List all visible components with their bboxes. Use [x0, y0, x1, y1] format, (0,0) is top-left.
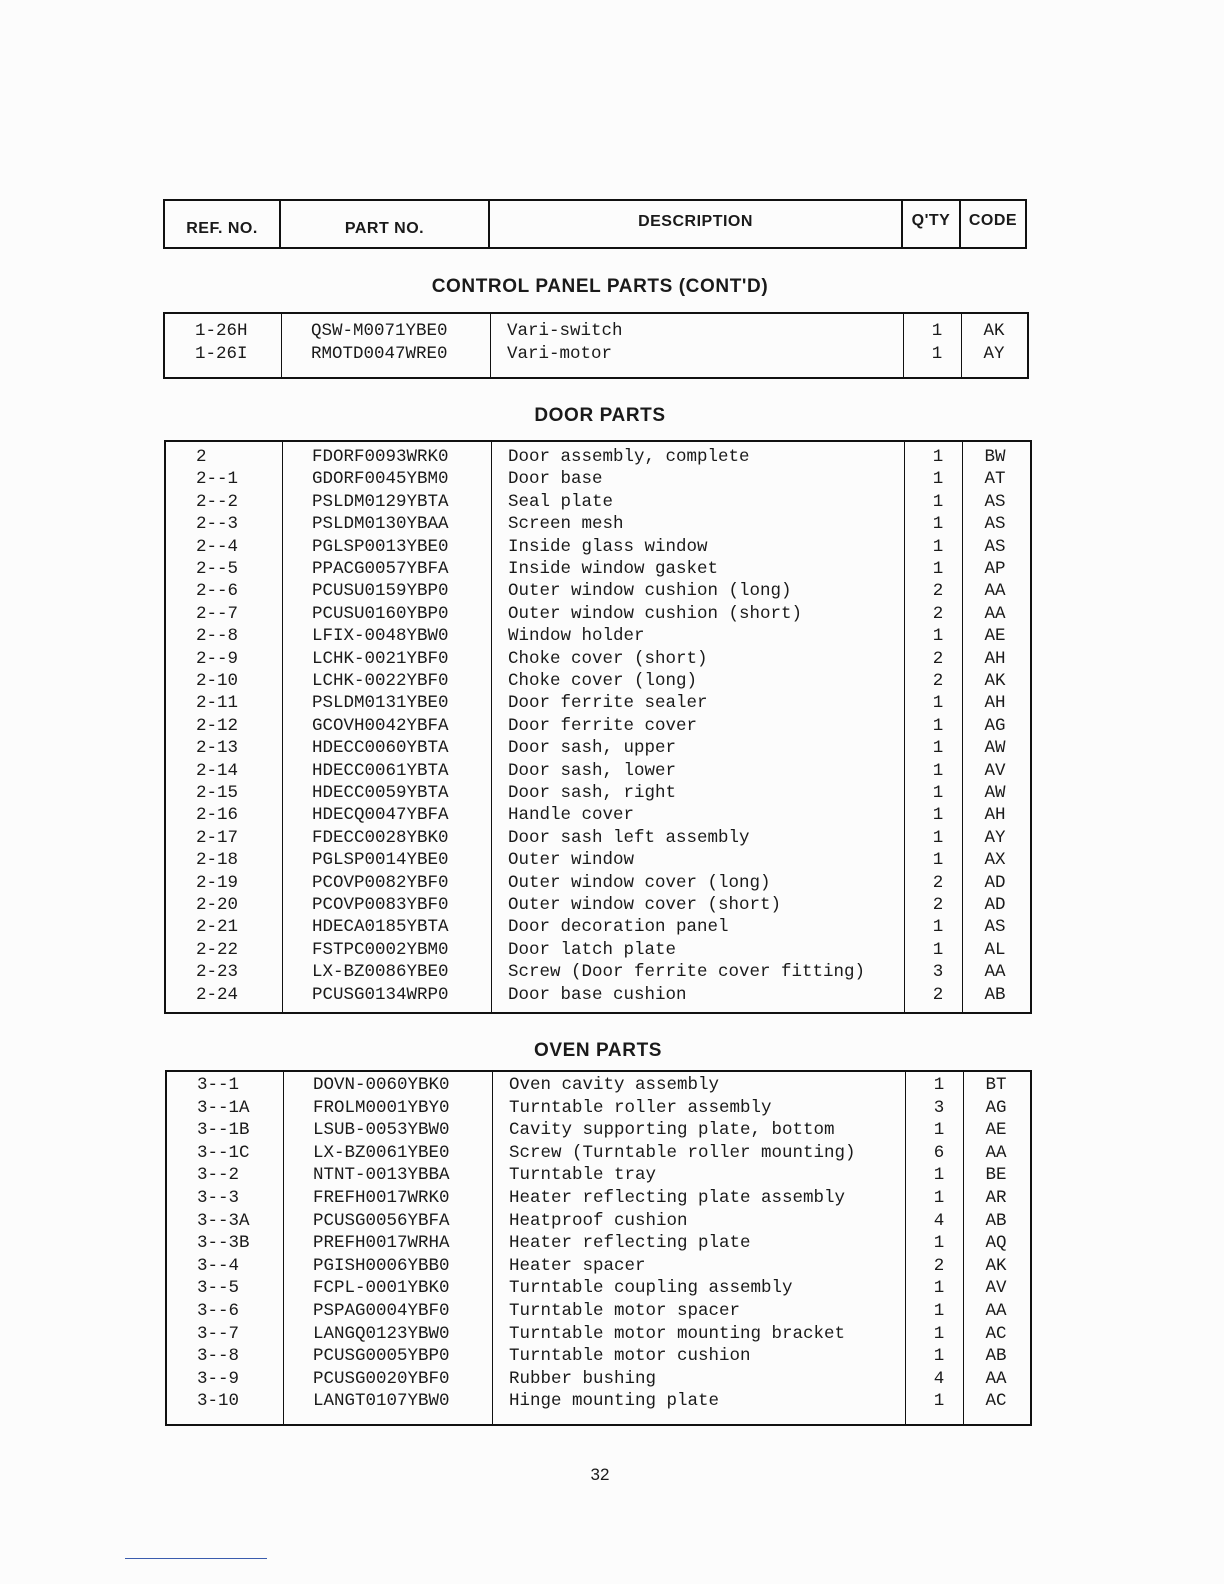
table-row	[167, 1119, 1030, 1141]
part-no-cell: HDECC0060YBTA	[312, 738, 449, 759]
table-row	[166, 513, 1030, 535]
table-row	[166, 872, 1030, 894]
description-cell: Door sash, upper	[508, 738, 677, 759]
part-no-cell: FDORF0093WRK0	[312, 447, 449, 467]
code-cell: AA	[985, 1368, 1007, 1389]
table-row	[166, 670, 1030, 692]
code-cell: AD	[984, 872, 1006, 893]
qty-cell: 1	[932, 536, 944, 557]
qty-cell: 1	[933, 1165, 945, 1186]
code-cell: AS	[984, 514, 1006, 535]
ref-no-cell: 2-15	[196, 783, 239, 803]
qty-cell: 1	[933, 1323, 945, 1344]
code-cell: AY	[983, 344, 1005, 364]
ref-no-cell: 2-19	[196, 872, 239, 893]
ref-no-cell: 2-24	[196, 984, 239, 1005]
part-no-cell: PSPAG0004YBF0	[313, 1301, 450, 1321]
qty-cell: 1	[932, 850, 944, 871]
part-no-cell: PGLSP0013YBE0	[312, 536, 449, 557]
part-no-cell: PCOVP0083YBF0	[312, 895, 449, 915]
part-no-cell: FCPL-0001YBK0	[313, 1278, 450, 1299]
ref-no-cell: 2-10	[196, 671, 239, 691]
table-row	[166, 715, 1030, 737]
ref-no-cell: 3--6	[197, 1301, 240, 1321]
table-row	[166, 446, 1030, 468]
part-no-cell: QSW-M0071YBE0	[311, 321, 448, 341]
table-row	[166, 491, 1030, 513]
qty-cell: 4	[933, 1210, 945, 1231]
column-header-table	[163, 199, 1027, 249]
description-cell: Inside glass window	[508, 536, 708, 557]
part-no-cell: FREFH0017WRK0	[313, 1188, 450, 1208]
code-cell: AP	[984, 559, 1006, 579]
code-cell: AH	[984, 648, 1006, 669]
header-part-no: PART NO.	[281, 201, 490, 247]
ref-no-cell: 2-22	[196, 939, 239, 960]
description-cell: Screw (Door ferrite cover fitting)	[508, 962, 866, 983]
ref-no-cell: 2-20	[196, 895, 239, 915]
ref-no-cell: 2--2	[196, 491, 239, 512]
description-cell: Rubber bushing	[509, 1368, 657, 1389]
qty-cell: 1	[932, 491, 944, 512]
description-cell: Heater spacer	[509, 1255, 646, 1276]
table-row	[167, 1300, 1030, 1322]
code-cell: AA	[985, 1142, 1007, 1163]
code-cell: AA	[984, 962, 1006, 983]
table-row	[167, 1277, 1030, 1299]
part-no-cell: PCUSG0056YBFA	[313, 1210, 450, 1231]
control-panel-parts-table	[163, 312, 1029, 379]
ref-no-cell: 3--3A	[197, 1210, 250, 1231]
table-row	[166, 782, 1030, 804]
code-cell: AT	[984, 469, 1006, 490]
part-no-cell: PCUSU0160YBP0	[312, 603, 449, 624]
qty-cell: 2	[932, 872, 944, 893]
code-cell: AC	[985, 1323, 1007, 1344]
header-code: CODE	[968, 212, 1018, 229]
ref-no-cell: 2-12	[196, 715, 239, 736]
part-no-cell: GDORF0045YBM0	[312, 469, 449, 490]
code-cell: AG	[985, 1097, 1007, 1118]
qty-cell: 3	[932, 962, 944, 983]
table-row	[167, 1390, 1030, 1412]
ref-no-cell: 3--3B	[197, 1233, 250, 1254]
part-no-cell: PGLSP0014YBE0	[312, 850, 449, 871]
code-cell: AK	[983, 321, 1005, 341]
ref-no-cell: 2-11	[196, 693, 239, 714]
description-cell: Door assembly, complete	[508, 447, 750, 467]
description-cell: Heatproof cushion	[509, 1210, 688, 1231]
code-cell: AX	[984, 850, 1006, 871]
code-cell: AR	[985, 1188, 1007, 1208]
code-cell: AB	[984, 984, 1006, 1005]
code-cell: AL	[984, 939, 1006, 960]
table-row	[166, 916, 1030, 938]
code-cell: AA	[985, 1301, 1007, 1321]
qty-cell: 1	[932, 939, 944, 960]
code-cell: BW	[984, 447, 1006, 467]
table-row	[166, 692, 1030, 714]
part-no-cell: LSUB-0053YBW0	[313, 1120, 450, 1141]
ref-no-cell: 3--5	[197, 1278, 240, 1299]
ref-no-cell: 3--1C	[197, 1142, 250, 1163]
qty-cell: 1	[932, 827, 944, 848]
page-number: 32	[590, 1465, 610, 1484]
qty-cell: 1	[932, 559, 944, 579]
description-cell: Turntable roller assembly	[509, 1097, 772, 1118]
description-cell: Inside window gasket	[508, 559, 719, 579]
code-cell: AB	[985, 1346, 1007, 1367]
ref-no-cell: 2--7	[196, 603, 239, 624]
qty-cell: 1	[932, 514, 944, 535]
ref-no-cell: 2--5	[196, 559, 239, 579]
code-cell: AY	[984, 827, 1006, 848]
code-cell: AK	[984, 671, 1006, 691]
description-cell: Door base cushion	[508, 984, 687, 1005]
section-title-control-panel: CONTROL PANEL PARTS (CONT'D)	[431, 276, 769, 297]
description-cell: Turntable tray	[509, 1165, 657, 1186]
code-cell: AA	[984, 581, 1006, 602]
section-title-oven: OVEN PARTS	[533, 1040, 663, 1061]
code-cell: AK	[985, 1255, 1007, 1276]
ref-no-cell: 2--6	[196, 581, 239, 602]
ref-no-cell: 2-14	[196, 760, 239, 781]
code-cell: BE	[985, 1165, 1007, 1186]
qty-cell: 1	[933, 1120, 945, 1141]
ref-no-cell: 3--8	[197, 1346, 240, 1367]
ref-no-cell: 2--8	[196, 626, 239, 647]
code-cell: AE	[985, 1120, 1007, 1141]
table-row	[167, 1323, 1030, 1345]
qty-cell: 1	[932, 715, 944, 736]
part-no-cell: PCUSG0005YBP0	[313, 1346, 450, 1367]
part-no-cell: PGISH0006YBB0	[313, 1255, 450, 1276]
part-no-cell: PREFH0017WRHA	[313, 1233, 450, 1254]
code-cell: AQ	[985, 1233, 1007, 1254]
part-no-cell: HDECC0059YBTA	[312, 783, 449, 803]
section-title-door: DOOR PARTS	[534, 405, 666, 426]
part-no-cell: PPACG0057YBFA	[312, 559, 449, 579]
description-cell: Heater reflecting plate assembly	[509, 1188, 846, 1208]
description-cell: Window holder	[508, 626, 645, 647]
footer-rule	[125, 1558, 267, 1559]
description-cell: Screw (Turntable roller mounting)	[509, 1142, 856, 1163]
part-no-cell: RMOTD0047WRE0	[311, 344, 448, 364]
qty-cell: 1	[933, 1391, 945, 1412]
ref-no-cell: 3--2	[197, 1165, 240, 1186]
description-cell: Seal plate	[508, 491, 614, 512]
description-cell: Turntable motor cushion	[509, 1346, 751, 1367]
ref-no-cell: 3--7	[197, 1323, 240, 1344]
qty-cell: 2	[933, 1255, 945, 1276]
description-cell: Outer window cushion (short)	[508, 603, 803, 624]
qty-cell: 1	[932, 783, 944, 803]
part-no-cell: PCUSG0020YBF0	[313, 1368, 450, 1389]
part-no-cell: LX-BZ0086YBE0	[312, 962, 449, 983]
table-row	[167, 1164, 1030, 1186]
table-row	[166, 536, 1030, 558]
description-cell: Oven cavity assembly	[509, 1075, 720, 1095]
part-no-cell: HDECC0061YBTA	[312, 760, 449, 781]
ref-no-cell: 3--9	[197, 1368, 240, 1389]
table-row	[166, 648, 1030, 670]
qty-cell: 2	[932, 581, 944, 602]
part-no-cell: FDECC0028YBK0	[312, 827, 449, 848]
qty-cell: 1	[933, 1278, 945, 1299]
table-row	[167, 1142, 1030, 1164]
qty-cell: 1	[933, 1301, 945, 1321]
qty-cell: 1	[932, 917, 944, 938]
description-cell: Choke cover (short)	[508, 648, 708, 669]
header-ref-no: REF. NO.	[165, 201, 281, 247]
table-row	[166, 894, 1030, 916]
description-cell: Door sash, lower	[508, 760, 677, 781]
ref-no-cell: 2--4	[196, 536, 239, 557]
table-row	[167, 1368, 1030, 1390]
code-cell: AE	[984, 626, 1006, 647]
ref-no-cell: 2--1	[196, 469, 239, 490]
ref-no-cell: 3--1A	[197, 1097, 250, 1118]
ref-no-cell: 2-16	[196, 805, 239, 826]
table-row	[167, 1345, 1030, 1367]
part-no-cell: LX-BZ0061YBE0	[313, 1142, 450, 1163]
table-row	[167, 1074, 1030, 1096]
part-no-cell: DOVN-0060YBK0	[313, 1075, 450, 1095]
table-row	[166, 580, 1030, 602]
description-cell: Door sash, right	[508, 783, 677, 803]
description-cell: Turntable motor mounting bracket	[509, 1323, 846, 1344]
ref-no-cell: 2-21	[196, 917, 239, 938]
description-cell: Door base	[508, 469, 603, 490]
ref-no-cell: 1-26H	[195, 321, 248, 341]
ref-no-cell: 2-23	[196, 962, 239, 983]
description-cell: Door latch plate	[508, 939, 677, 960]
part-no-cell: LANGQ0123YBW0	[313, 1323, 450, 1344]
ref-no-cell: 2	[196, 447, 207, 467]
table-row	[166, 558, 1030, 580]
code-cell: AA	[984, 603, 1006, 624]
code-cell: AW	[984, 783, 1006, 803]
code-cell: AV	[985, 1278, 1007, 1299]
table-row	[166, 849, 1030, 871]
part-no-cell: PCUSG0134WRP0	[312, 984, 449, 1005]
ref-no-cell: 3--4	[197, 1255, 240, 1276]
header-qty: Q'TY	[903, 201, 961, 247]
table-row	[166, 468, 1030, 490]
description-cell: Heater reflecting plate	[509, 1233, 751, 1254]
ref-no-cell: 2--3	[196, 514, 239, 535]
table-row	[166, 939, 1030, 961]
qty-cell: 1	[931, 344, 943, 364]
table-row	[167, 1232, 1030, 1254]
code-cell: BT	[985, 1075, 1007, 1095]
qty-cell: 6	[933, 1142, 945, 1163]
description-cell: Outer window cover (short)	[508, 895, 782, 915]
ref-no-cell: 2--9	[196, 648, 239, 669]
description-cell: Outer window	[508, 850, 635, 871]
table-row	[165, 343, 1027, 365]
part-no-cell: PCUSU0159YBP0	[312, 581, 449, 602]
qty-cell: 1	[932, 738, 944, 759]
table-row	[167, 1187, 1030, 1209]
description-cell: Choke cover (long)	[508, 671, 698, 691]
code-cell: AC	[985, 1391, 1007, 1412]
part-no-cell: PSLDM0131YBE0	[312, 693, 449, 714]
part-no-cell: LCHK-0022YBF0	[312, 671, 449, 691]
part-no-cell: FSTPC0002YBM0	[312, 939, 449, 960]
qty-cell: 1	[932, 626, 944, 647]
part-no-cell: PCOVP0082YBF0	[312, 872, 449, 893]
description-cell: Door ferrite sealer	[508, 693, 708, 714]
description-cell: Door sash left assembly	[508, 827, 750, 848]
code-cell: AH	[984, 805, 1006, 826]
qty-cell: 2	[932, 603, 944, 624]
code-cell: AS	[984, 536, 1006, 557]
qty-cell: 2	[932, 648, 944, 669]
table-row	[167, 1255, 1030, 1277]
qty-cell: 1	[933, 1233, 945, 1254]
description-cell: Outer window cover (long)	[508, 872, 771, 893]
ref-no-cell: 3--1	[197, 1075, 240, 1095]
part-no-cell: NTNT-0013YBBA	[313, 1165, 450, 1186]
qty-cell: 1	[932, 693, 944, 714]
code-cell: AB	[985, 1210, 1007, 1231]
part-no-cell: PSLDM0130YBAA	[312, 514, 449, 535]
description-cell: Cavity supporting plate, bottom	[509, 1120, 835, 1141]
code-cell: AW	[984, 738, 1006, 759]
part-no-cell: FROLM0001YBY0	[313, 1097, 450, 1118]
qty-cell: 1	[932, 447, 944, 467]
qty-cell: 1	[932, 760, 944, 781]
oven-parts-table	[165, 1070, 1032, 1426]
qty-cell: 1	[931, 321, 943, 341]
part-no-cell: HDECQ0047YBFA	[312, 805, 449, 826]
qty-cell: 1	[933, 1188, 945, 1208]
ref-no-cell: 1-26I	[195, 344, 248, 364]
door-parts-table	[164, 440, 1032, 1014]
table-row	[166, 961, 1030, 983]
qty-cell: 1	[933, 1346, 945, 1367]
qty-cell: 2	[932, 895, 944, 915]
description-cell: Door decoration panel	[508, 917, 729, 938]
ref-no-cell: 3-10	[197, 1391, 240, 1412]
ref-no-cell: 3--1B	[197, 1120, 250, 1141]
code-cell: AG	[984, 715, 1006, 736]
table-row	[167, 1210, 1030, 1232]
part-no-cell: GCOVH0042YBFA	[312, 715, 449, 736]
part-no-cell: LANGT0107YBW0	[313, 1391, 450, 1412]
description-cell: Outer window cushion (long)	[508, 581, 792, 602]
description-cell: Screen mesh	[508, 514, 624, 535]
description-cell: Vari-motor	[507, 344, 613, 364]
code-cell: AS	[984, 917, 1006, 938]
description-cell: Handle cover	[508, 805, 635, 826]
code-cell: AV	[984, 760, 1006, 781]
table-row	[167, 1097, 1030, 1119]
description-cell: Door ferrite cover	[508, 715, 698, 736]
description-cell: Vari-switch	[507, 321, 623, 341]
table-row	[166, 984, 1030, 1006]
part-no-cell: HDECA0185YBTA	[312, 917, 449, 938]
ref-no-cell: 2-13	[196, 738, 239, 759]
description-cell: Turntable coupling assembly	[509, 1278, 793, 1299]
table-row	[166, 804, 1030, 826]
table-row	[166, 625, 1030, 647]
ref-no-cell: 3--3	[197, 1188, 240, 1208]
description-cell: Turntable motor spacer	[509, 1301, 741, 1321]
code-cell: AD	[984, 895, 1006, 915]
qty-cell: 1	[932, 469, 944, 490]
code-cell: AS	[984, 491, 1006, 512]
table-row	[166, 737, 1030, 759]
code-cell: AH	[984, 693, 1006, 714]
table-row	[166, 827, 1030, 849]
header-description: DESCRIPTION	[490, 201, 903, 247]
qty-cell: 1	[932, 805, 944, 826]
qty-cell: 2	[932, 984, 944, 1005]
description-cell: Hinge mounting plate	[509, 1391, 720, 1412]
table-row	[165, 320, 1027, 342]
ref-no-cell: 2-18	[196, 850, 239, 871]
ref-no-cell: 2-17	[196, 827, 239, 848]
table-row	[166, 760, 1030, 782]
qty-cell: 4	[933, 1368, 945, 1389]
part-no-cell: LFIX-0048YBW0	[312, 626, 449, 647]
qty-cell: 2	[932, 671, 944, 691]
qty-cell: 3	[933, 1097, 945, 1118]
table-row	[166, 603, 1030, 625]
part-no-cell: PSLDM0129YBTA	[312, 491, 449, 512]
qty-cell: 1	[933, 1075, 945, 1095]
part-no-cell: LCHK-0021YBF0	[312, 648, 449, 669]
